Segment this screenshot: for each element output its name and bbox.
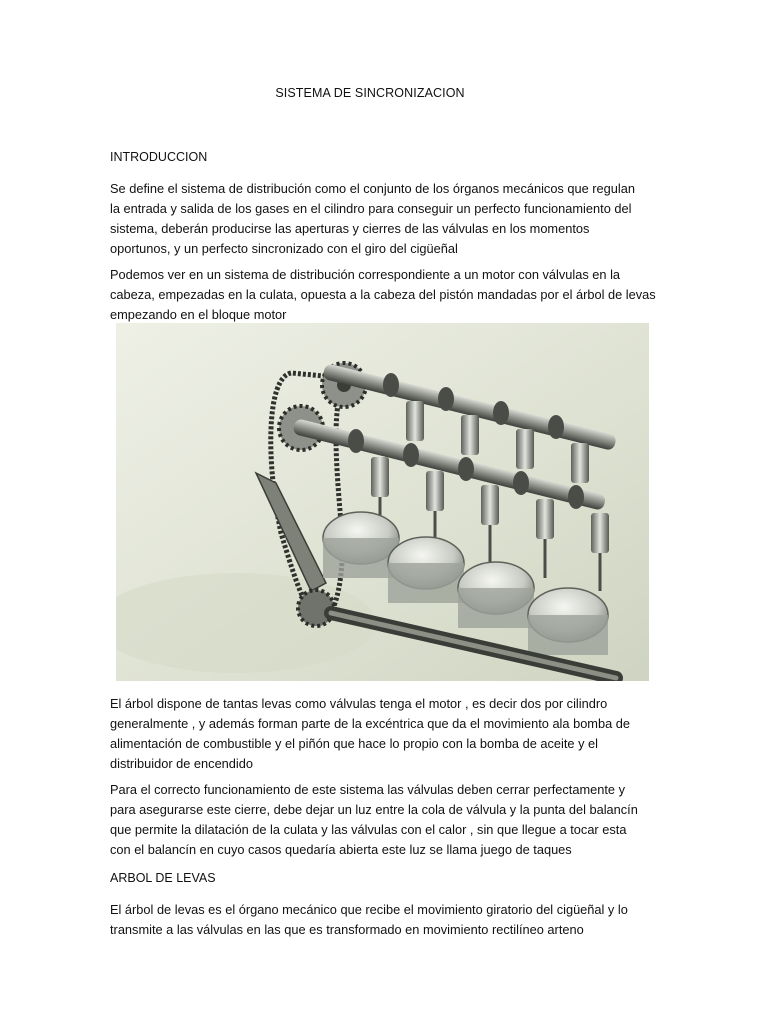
paragraph-line: transmite a las válvulas en las que es transformado en movimiento rectilíneo arteno [110,922,584,937]
engine-illustration-svg [116,323,649,681]
paragraph-line: con el balancín en cuyo casos quedaría abierta este luz se llama juego de taques [110,842,572,857]
paragraph-line: la entrada y salida de los gases en el cilindro para conseguir un perfecto funcionamiento del [110,201,632,216]
section-heading-arbol-de-levas: ARBOL DE LEVAS [110,871,216,885]
paragraph-line: distribuidor de encendido [110,756,253,771]
paragraph-4 [110,780,662,860]
paragraph-line: para asegurarse este cierre, debe dejar un luz entre la cola de válvula y la punta del balancín [110,802,638,817]
paragraph-1 [110,179,662,259]
paragraph-3 [110,694,662,774]
paragraph-line: El árbol de levas es el órgano mecánico que recibe el movimiento giratorio del cigüeñal y lo [110,902,628,917]
paragraph-line: cabeza, empezadas en la culata, opuesta a la cabeza del pistón mandadas por el árbol de levas [110,287,656,302]
paragraph-line: oportunos, y un perfecto sincronizado con el giro del cigüeñal [110,241,458,256]
engine-timing-illustration [116,323,649,681]
paragraph-2 [110,265,662,325]
paragraph-line: Se define el sistema de distribución como el conjunto de los órganos mecánicos que regulan [110,181,635,196]
paragraph-line: sistema, deberán producirse las aperturas y cierres de las válvulas en los momentos [110,221,590,236]
paragraph-line: alimentación de combustible y el piñón que hace lo propio con la bomba de aceite y el [110,736,599,751]
document-title: SISTEMA DE SINCRONIZACION [275,86,465,100]
paragraph-line: empezando en el bloque motor [110,307,287,322]
paragraph-line: Para el correcto funcionamiento de este sistema las válvulas deben cerrar perfectamente y [110,782,625,797]
paragraph-line: que permite la dilatación de la culata y las válvulas con el calor , sin que llegue a tocar esta [110,822,627,837]
paragraph-line: generalmente , y además forman parte de la excéntrica que da el movimiento ala bomba de [110,716,630,731]
paragraph-line: Podemos ver en un sistema de distribución correspondiente a un motor con válvulas en la [110,267,621,282]
paragraph-5 [110,900,662,940]
paragraph-line: El árbol dispone de tantas levas como válvulas tenga el motor , es decir dos por cilindro [110,696,608,711]
section-heading-introduccion: INTRODUCCION [110,150,208,164]
